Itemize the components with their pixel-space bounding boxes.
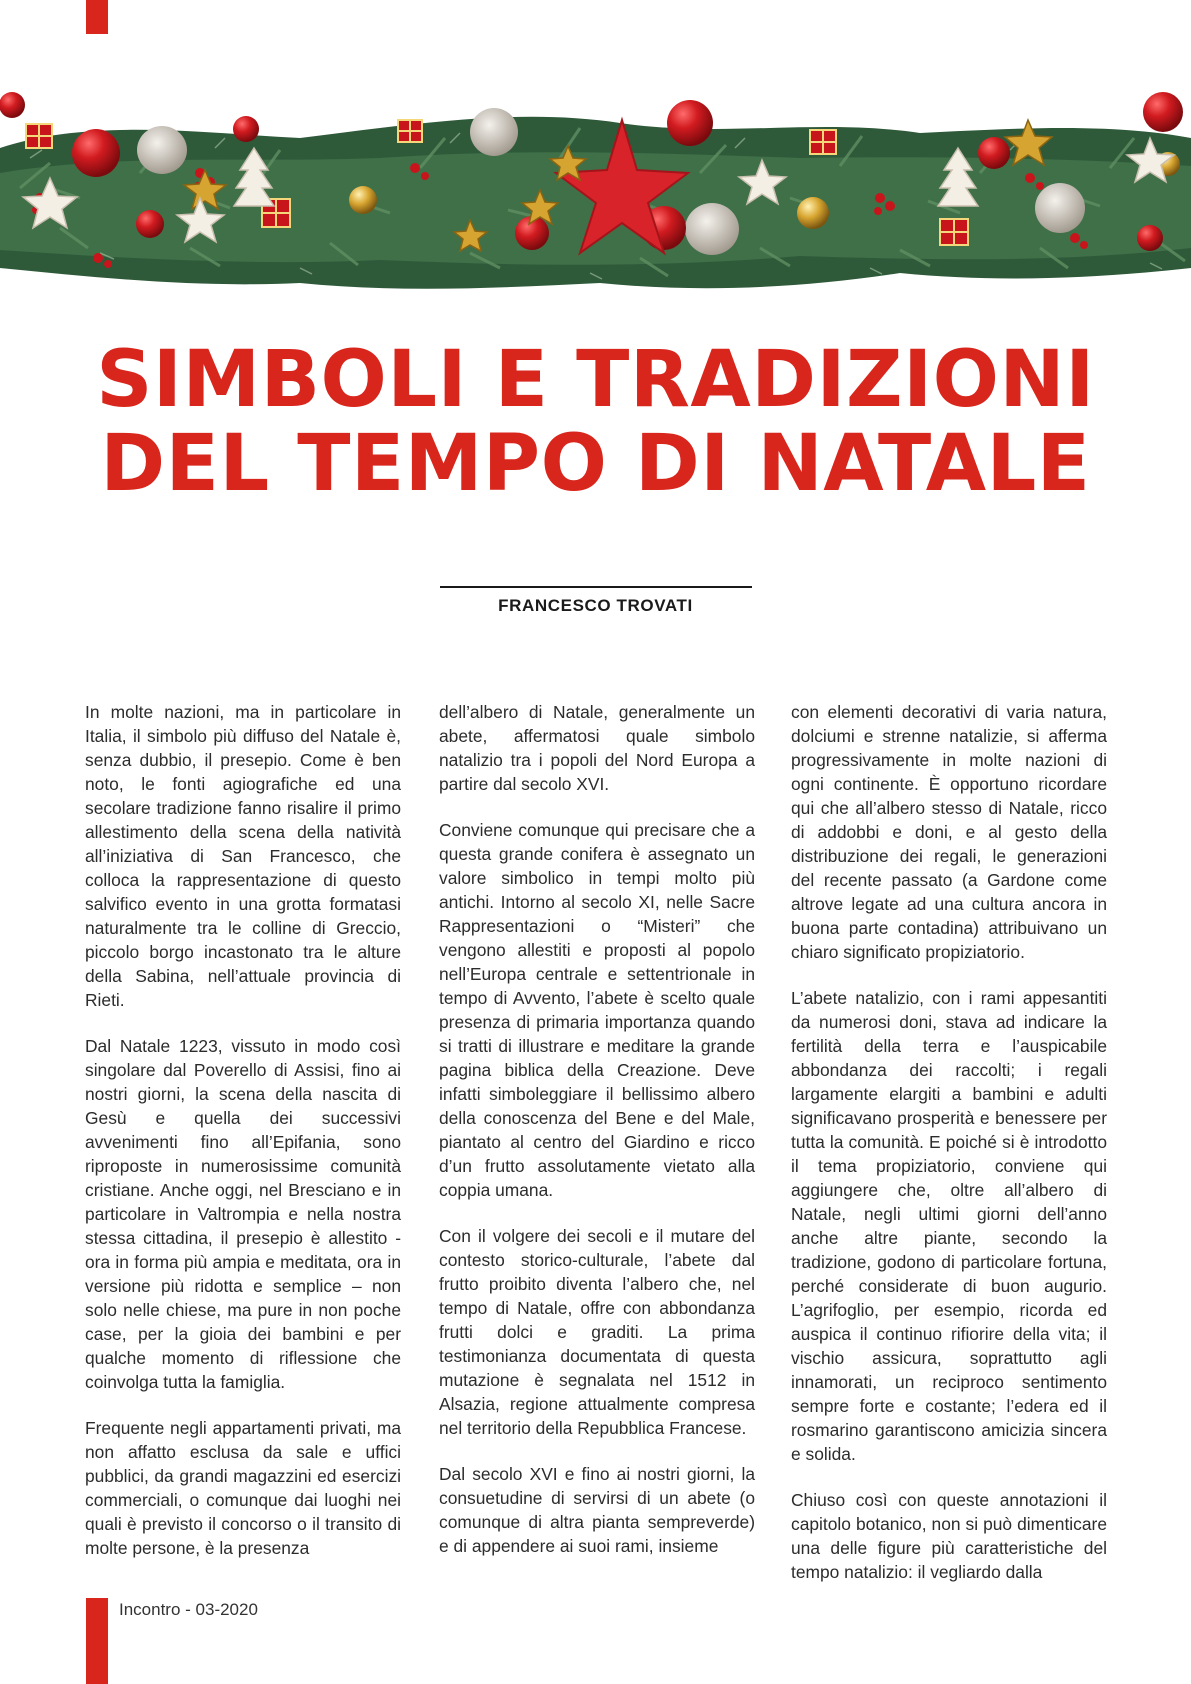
garland-svg bbox=[0, 78, 1191, 308]
paragraph: dell’albero di Natale, generalmente un abete, affermatosi quale simbolo natalizio tra i popoli del Nord Europa a partire dal secolo XVI. bbox=[439, 702, 755, 794]
paragraph: con elementi decorativi di varia natura, dolciumi e strenne natalizie, si afferma progressivamente in molte nazioni di ogni continente. È opportuno ricordare qui che all’albero stesso di Natale, ricco di addobbi e doni, e al gesto della distribuzione dei regali, le generazioni del recente passato (a Gardone come altrove legate ad una cultura ancora in buona parte contadina) attribuivano un chiaro significato propiziatorio. bbox=[791, 702, 1107, 962]
text-column-3 bbox=[791, 700, 1107, 1606]
footer-issue-label: Incontro - 03-2020 bbox=[119, 1600, 258, 1619]
paragraph: Dal secolo XVI e fino ai nostri giorni, la consuetudine di servirsi di un abete (o comunque di altra pianta sempreverde) e di appendere ai suoi rami, insieme bbox=[439, 1464, 755, 1556]
title-line-1: SIMBOLI E TRADIZIONI bbox=[96, 335, 1095, 425]
paragraph: Dal Natale 1223, vissuto in modo così singolare dal Poverello di Assisi, fino ai nostri giorni, la scena della nascita di Gesù e quella dei successivi avvenimenti fino all’Epifania, sono riproposte in numerosissime comunità cristiane. Anche oggi, nel Bresciano e in particolare in Valtrompia e nella nostra stessa cittadina, il presepio è allestito - ora in forma più ampia e meditata, ora in versione più ridotta e semplice – non solo nelle chiese, ma pure in non poche case, per la gioia dei bambini e per qualche momento di riflessione che coinvolga tutta la famiglia. bbox=[85, 1036, 401, 1392]
paragraph: L’abete natalizio, con i rami appesantiti da numerosi doni, stava ad indicare la fertilità della terra e l’auspicabile abbondanza dei raccolti; i regali largamente elargiti a bambini e adulti significavano prosperità e benessere per tutta la comunità. E poiché si è introdotto il tema propiziatorio, conviene qui aggiungere che, oltre all’albero di Natale, negli ultimi giorni dell’anno anche altre piante, secondo la tradizione, godono di particolare fortuna, perché considerate di buon augurio. L’agrifoglio, per esempio, ricorda ed auspica il continuo rifiorire della vita; il vischio assicura, soprattutto agli innamorati, un reciproco sentimento sempre forte e costante; l’edera ed il rosmarino garantiscono amicizia sincera e solida. bbox=[791, 988, 1107, 1464]
title-line-2: DEL TEMPO DI NATALE bbox=[100, 419, 1091, 509]
christmas-garland-illustration bbox=[0, 78, 1191, 308]
footer-accent-bar bbox=[86, 1598, 108, 1684]
top-accent-bar bbox=[86, 0, 108, 34]
text-column-2 bbox=[439, 700, 755, 1580]
byline-rule bbox=[440, 586, 752, 588]
paragraph: Frequente negli appartamenti privati, ma non affatto esclusa da sale e uffici pubblici, da grandi magazzini ed esercizi commerciali, o comunque dai luoghi nei quali è previsto il concorso o il transito di molte persone, è la presenza bbox=[85, 1418, 401, 1558]
text-column-1 bbox=[85, 700, 401, 1582]
article-title bbox=[0, 335, 1191, 509]
author-byline: FRANCESCO TROVATI bbox=[498, 596, 693, 615]
paragraph: Con il volgere dei secoli e il mutare del contesto storico-culturale, l’abete dal frutto proibito diventa l’albero che, nel tempo di Natale, offre con abbondanza frutti dolci e graditi. La prima testimonianza documentata di questa mutazione è segnalata nel 1512 in Alsazia, regione attualmente compresa nel territorio della Repubblica Francese. bbox=[439, 1226, 755, 1438]
paragraph: In molte nazioni, ma in particolare in Italia, il simbolo più diffuso del Natale è, senza dubbio, il presepio. Come è ben noto, le fonti agiografiche ed una secolare tradizione fanno risalire il primo allestimento della scena della natività all’iniziativa di San Francesco, che colloca la rappresentazione di questo salvifico evento in una grotta formatasi naturalmente tra le colline di Greccio, piccolo borgo incastonato tra le alture della Sabina, nell’attuale provincia di Rieti. bbox=[85, 702, 401, 1010]
paragraph: Chiuso così con queste annotazioni il capitolo botanico, non si può dimenticare una delle figure più caratteristiche del tempo natalizio: il vegliardo dalla bbox=[791, 1490, 1107, 1582]
paragraph: Conviene comunque qui precisare che a questa grande conifera è assegnato un valore simbolico in tempi molto più antichi. Intorno al secolo XI, nelle Sacre Rappresentazioni o “Misteri” che vengono allestiti e proposti al popolo nell’Europa centrale e settentrionale in tempo di Avvento, l’abete è scelto quale presenza di primaria importanza quando si tratti di illustrare e meditare la grande pagina biblica della Creazione. Deve infatti simboleggiare il bellissimo albero della conoscenza del Bene e del Male, piantato al centro del Giardino e ricco d’un frutto assolutamente vietato alla coppia umana. bbox=[439, 820, 755, 1200]
